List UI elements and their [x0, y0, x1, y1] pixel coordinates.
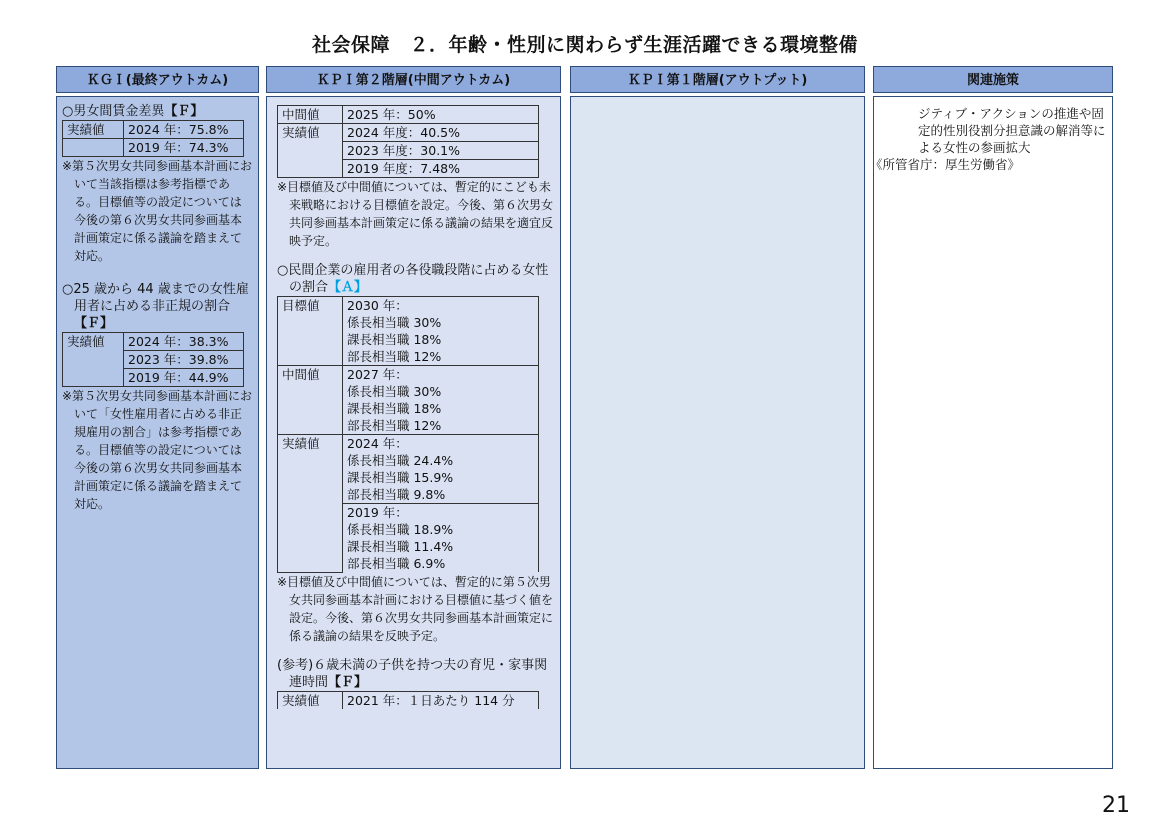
- kv-value: 2021 年：１日あたり 114 分: [343, 691, 539, 709]
- kpi2-item1-note: ※目標値及び中間値については、暫定的にこども未来戦略における目標値を設定。今後、第６次男女共同参画基本計画策定に係る議論の結果を適宜反映予定。: [277, 180, 554, 248]
- kv-value: 2024 年：75.8%: [124, 121, 244, 139]
- kpi2-item3-heading: (参考)６歳未満の子供を持つ夫の育児・家事関連時間【Ｆ】: [277, 657, 548, 690]
- kgi-column: [56, 96, 259, 769]
- policy-ministry: 《所管省庁：厚生労働省》: [870, 157, 1021, 172]
- kgi-item2-table: [62, 332, 244, 387]
- kv-value: 2023 年度：30.1%: [343, 142, 539, 160]
- kv-value: 2024 年：38.3%: [124, 333, 244, 351]
- kpi2-item2-note: ※目標値及び中間値については、暫定的に第５次男女共同参画基本計画における目標値に基づく値を設定。今後、第６次男女共同参画基本計画策定に係る議論の結果を反映予定。: [277, 574, 554, 643]
- kv-value: 2019 年：74.3%: [124, 139, 244, 157]
- kpi2-column: [266, 96, 561, 769]
- kgi-item1-table: [62, 120, 244, 157]
- kgi-item2-note: ※第５次男女共同参画基本計画において「女性雇用者に占める非正規雇用の割合」は参考指標である。目標値等の設定については今後の第６次男女共同参画基本計画策定に係る議論を踏まえて対応。: [62, 389, 253, 511]
- kgi-item1-note: ※第５次男女共同参画基本計画において当該指標は参考指標である。目標値等の設定については今後の第６次男女共同参画基本計画策定に係る議論を踏まえて対応。: [62, 159, 253, 263]
- kgi-item2-heading: ○25 歳から 44 歳までの女性雇用者に占める非正規の割合【Ｆ】: [62, 282, 249, 331]
- kv-label: 実績値: [278, 435, 343, 573]
- kpi2-item2-heading: ○民間企業の雇用者の各役職段階に占める女性の割合【Ａ】: [277, 263, 549, 295]
- kpi2-item1-table: [277, 105, 539, 178]
- kgi-item1-heading: ○男女間賃金差異【Ｆ】: [62, 104, 204, 119]
- page-title: 社会保障 ２．年齢・性別に関わらず生涯活躍できる環境整備: [311, 34, 858, 56]
- kv-value: 2025 年：50%: [343, 106, 539, 124]
- kv-value-block: 2024 年： 係長相当職 24.4% 課長相当職 15.9% 部長相当職 9.8%: [343, 435, 539, 504]
- header-kpi-level2: ＫＰＩ第２階層(中間アウトカム): [266, 66, 561, 93]
- kpi2-item3-table: [277, 691, 539, 709]
- kv-value: 2024 年度：40.5%: [343, 124, 539, 142]
- kv-label: 目標値: [278, 297, 343, 366]
- kv-label: 中間値: [278, 106, 343, 124]
- kv-label: 実績値: [278, 124, 343, 178]
- policy-text: ジティブ・アクションの推進や固定的性別役割分担意識の解消等による女性の参画拡大: [918, 106, 1106, 155]
- policy-column: [870, 96, 1113, 769]
- kv-value: 2023 年：39.8%: [124, 351, 244, 369]
- kv-label: 実績値: [278, 691, 343, 709]
- kpi2-item2-table: [277, 296, 539, 573]
- kv-value: 2019 年：44.9%: [124, 369, 244, 387]
- header-kpi-level1: ＫＰＩ第１階層(アウトプット): [570, 66, 865, 93]
- page-number: 21: [1102, 793, 1130, 818]
- kv-value-block: 2027 年： 係長相当職 30% 課長相当職 18% 部長相当職 12%: [343, 366, 539, 435]
- kv-value: 2019 年度：7.48%: [343, 160, 539, 178]
- kv-value-block: 2030 年： 係長相当職 30% 課長相当職 18% 部長相当職 12%: [343, 297, 539, 366]
- header-related-policy: 関連施策: [873, 66, 1113, 93]
- kpi1-column: [570, 96, 865, 769]
- header-kgi: ＫＧＩ(最終アウトカム): [56, 66, 259, 93]
- kv-value-block: 2019 年： 係長相当職 18.9% 課長相当職 11.4% 部長相当職 6.9%: [343, 504, 539, 573]
- kv-label: 実績値: [63, 121, 124, 139]
- kv-label: 実績値: [63, 333, 124, 387]
- kv-label: 中間値: [278, 366, 343, 435]
